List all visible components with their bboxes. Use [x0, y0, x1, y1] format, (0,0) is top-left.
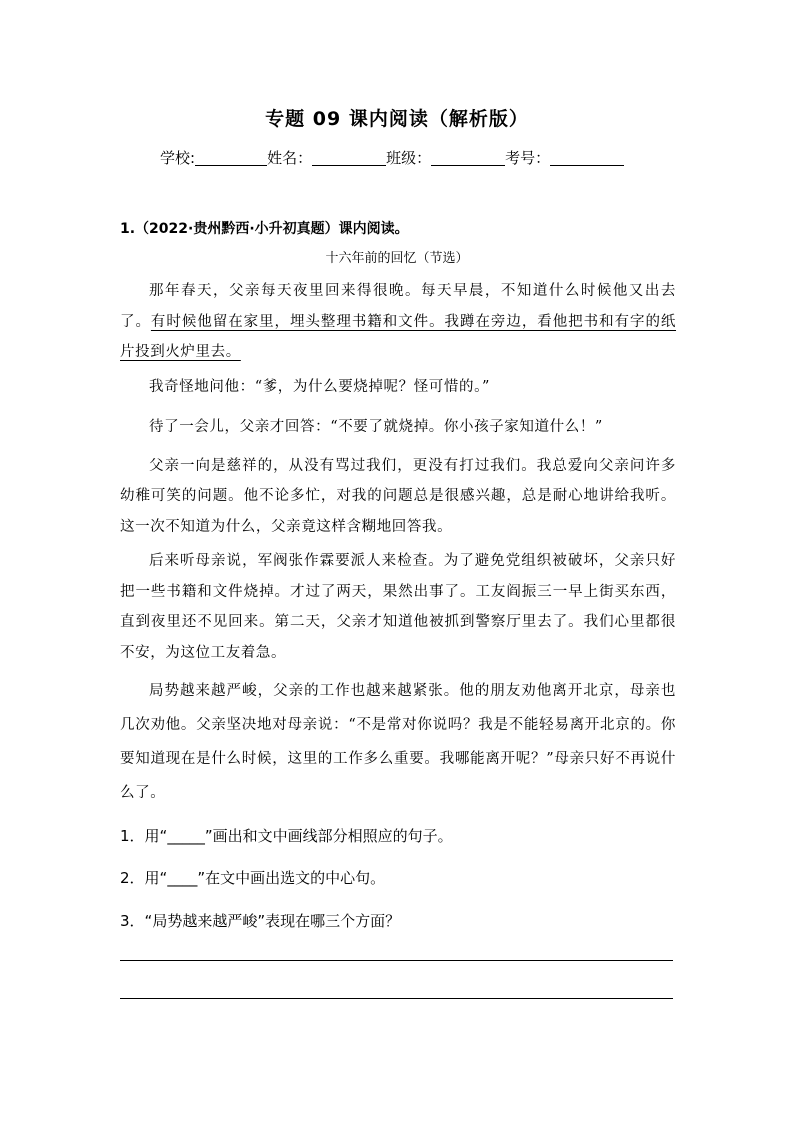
passage-title: 十六年前的回忆（节选） [325, 251, 469, 266]
class-label: 班级： [386, 149, 432, 167]
school-label: 学校: [160, 149, 196, 167]
exam-no-label: 考号： [505, 149, 551, 167]
exam-no-blank[interactable] [550, 149, 624, 166]
paragraph-6: 局势越来越严峻，父亲的工作也越来越紧张。他的朋友劝他离开北京，母亲也几次劝他。父亲坚决地对母亲说：“不是常对你说吗？我是不能轻易离开北京的。你要知道现在是什么时候，这里的工作多么重要。我哪能离开呢？”母亲只好不再说什么了。 [120, 683, 676, 801]
paragraph-1 [120, 276, 676, 368]
sub-question-3: 3．“局势越来越严峻”表现在哪三个方面？ [120, 912, 401, 930]
passage [120, 276, 676, 814]
name-blank[interactable] [312, 149, 386, 166]
sub-question-2: 2．用“____”在文中画出选文的中心句。 [120, 869, 386, 887]
sub-question-1: 1．用“_____”画出和文中画线部分相照应的句子。 [120, 827, 453, 845]
name-label: 姓名： [267, 149, 313, 167]
underlined-sentence: 有时候他留在家里，埋头整理书籍和文件。我蹲在旁边，看他把书和有字的纸片投到火炉里去。 [120, 313, 677, 360]
paragraph-2: 我奇怪地问他：“爹，为什么要烧掉呢？怪可惜的。” [149, 378, 490, 395]
document-title: 专题 09 课内阅读（解析版） [265, 108, 529, 130]
paragraph-1-text: 那年春天，父亲每天夜里回来得很晚。每天早晨，不知道什么时候他又出去了。 [120, 283, 676, 330]
paragraph-3: 待了一会儿，父亲才回答：“不要了就烧掉。你小孩子家知道什么！” [149, 419, 603, 435]
question-heading: 1.（2022·贵州黔西·小升初真题）课内阅读。 [120, 221, 409, 237]
student-info-line [160, 147, 624, 168]
answer-line-1[interactable] [120, 960, 673, 961]
school-blank[interactable] [195, 149, 267, 166]
paragraph-4: 父亲一向是慈祥的，从没有骂过我们，更没有打过我们。我总爱向父亲问许多幼稚可笑的问题。他不论多忙，对我的问题总是很感兴趣，总是耐心地讲给我听。这一次不知道为什么，父亲竟这样含糊地回答我。 [120, 457, 676, 535]
answer-line-2[interactable] [120, 998, 673, 999]
class-blank[interactable] [431, 149, 505, 166]
paragraph-5: 后来听母亲说，军阀张作霖要派人来检查。为了避免党组织被破坏，父亲只好把一些书籍和文件烧掉。才过了两天，果然出事了。工友阎振三一早上街买东西，直到夜里还不见回来。第二天，父亲才知道他被抓到警察厅里去了。我们心里都很不安，为这位工友着急。 [120, 553, 676, 661]
